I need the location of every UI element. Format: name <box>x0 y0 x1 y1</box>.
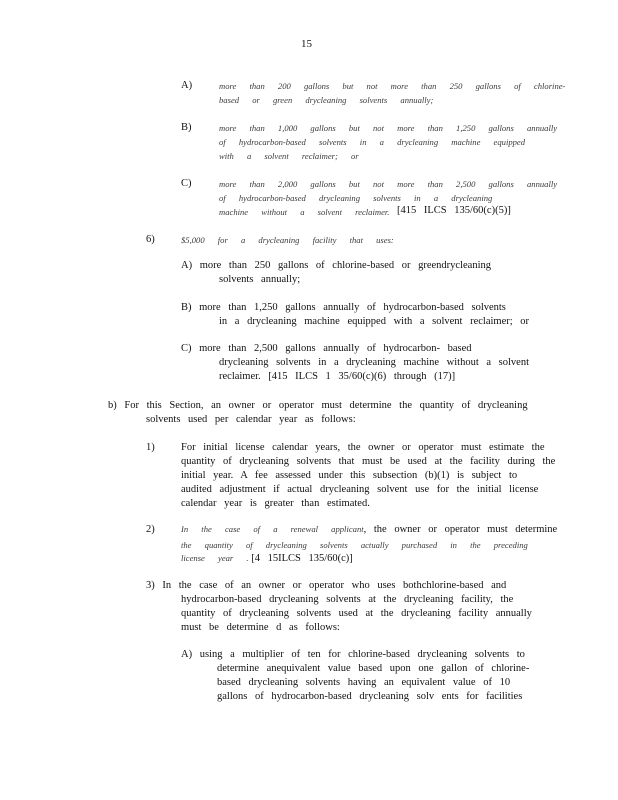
item-6-text: $5,000 for a drycleaning facility that uses: <box>181 235 394 245</box>
item-b3-line: must be determine d as follows: <box>181 622 340 633</box>
item-5a-line: based or green drycleaning solvents annually; <box>219 95 434 105</box>
item-5b-label: B) <box>181 122 192 133</box>
item-6c-line: reclaimer. [415 ILCS 1 35/60(c)(6) through (17)] <box>219 371 456 382</box>
item-b2-citation: [4 15ILCS 135/60(c)] <box>251 553 353 564</box>
item-5c-line: machine without a solvent reclaimer. <box>219 207 390 217</box>
item-b1-label: 1) <box>146 442 155 453</box>
item-5c-label: C) <box>181 178 192 189</box>
item-6a-line: solvents annually; <box>219 274 301 285</box>
item-b1-line: initial year. A fee assessed under this subsection (b)(1) is subject to <box>181 470 518 481</box>
item-b3a-line: A) using a multiplier of ten for chlorine-based drycleaning solvents to <box>181 649 525 660</box>
item-5a-label: A) <box>181 80 193 91</box>
item-b1-line: audited adjustment if actual drycleaning solvent use for the initial license <box>181 484 539 495</box>
item-b3a-line: determine anequivalent value based upon one gallon of chlorine- <box>217 663 530 674</box>
item-b3a-line: gallons of hydrocarbon-based drycleaning solv ents for facilities <box>217 691 523 702</box>
section-b-line: b) For this Section, an owner or operator must determine the quantity of drycleaning <box>108 400 528 411</box>
item-5b-line: of hydrocarbon-based solvents in a drycleaning machine equipped <box>219 137 526 147</box>
item-6-label: 6) <box>146 234 155 245</box>
section-b-line: solvents used per calendar year as follows: <box>146 414 356 425</box>
item-5b-line: with a solvent reclaimer; or <box>219 151 359 161</box>
item-b3-line: 3) In the case of an owner or operator who uses bothchlorine-based and <box>146 580 507 591</box>
item-b2-line2: the quantity of drycleaning solvents actually purchased in the preceding <box>181 540 528 550</box>
item-b2-label: 2) <box>146 524 155 535</box>
item-5c-line: of hydrocarbon-based drycleaning solvents in a drycleaning <box>219 193 493 203</box>
item-b2-line1 <box>181 524 557 535</box>
item-b2-line3 <box>181 553 353 564</box>
item-5a-line: more than 200 gallons but not more than 250 gallons of chlorine- <box>219 81 566 91</box>
item-6b-line: in a drycleaning machine equipped with a solvent reclaimer; or <box>219 316 530 327</box>
item-b1-line: For initial license calendar years, the owner or operator must estimate the <box>181 442 545 453</box>
item-b3-line: quantity of drycleaning solvents used at the drycleaning facility annually <box>181 608 532 619</box>
item-6b-line: B) more than 1,250 gallons annually of hydrocarbon-based solvents <box>181 302 506 313</box>
item-b1-line: calendar year is greater than estimated. <box>181 498 370 509</box>
item-5c-line: more than 2,000 gallons but not more than 2,500 gallons annually <box>219 179 558 189</box>
item-6a-line: A) more than 250 gallons of chlorine-based or greendrycleaning <box>181 260 491 271</box>
item-b2-text: , the owner or operator must determine <box>363 524 558 535</box>
item-b3a-line: based drycleaning solvents having an equivalent value of 10 <box>217 677 511 688</box>
item-b2-italic: license year . <box>181 553 249 563</box>
item-5b-line: more than 1,000 gallons but not more than 1,250 gallons annually <box>219 123 558 133</box>
item-b1-line: quantity of drycleaning solvents that must be used at the facility during the <box>181 456 556 467</box>
item-5c-citation: [415 ILCS 135/60(c)(5)] <box>397 205 511 216</box>
item-b3-line: hydrocarbon-based drycleaning solvents at the drycleaning facility, the <box>181 594 514 605</box>
item-6c-line: drycleaning solvents in a drycleaning machine without a solvent <box>219 357 530 368</box>
page-number: 15 <box>301 38 312 50</box>
item-6c-line: C) more than 2,500 gallons annually of hydrocarbon- based <box>181 343 472 354</box>
item-b2-italic: In the case of a renewal applicant <box>181 524 364 534</box>
